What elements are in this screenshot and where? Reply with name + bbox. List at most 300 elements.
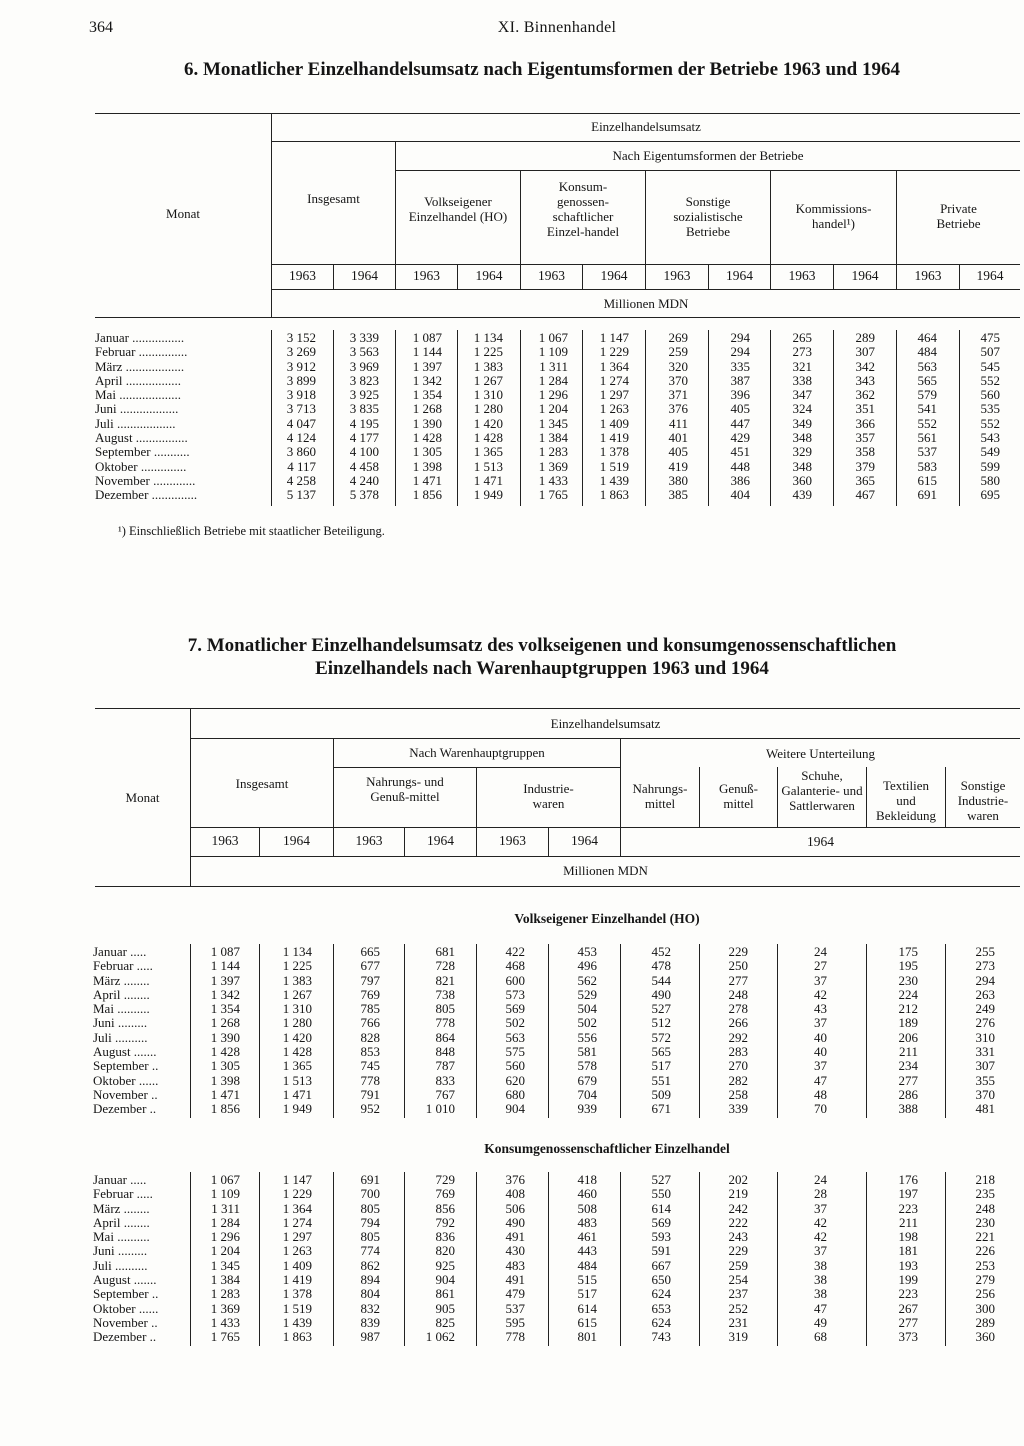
table-cell: 1 087 — [210, 944, 240, 959]
table-cell: 677 — [360, 958, 380, 974]
table-cell: 864 — [435, 1029, 455, 1045]
table-cell: 338 — [792, 372, 812, 388]
table-cell: 193 — [898, 1257, 918, 1273]
table-cell: 1 519 — [599, 458, 629, 474]
table-cell: 388 — [898, 1101, 918, 1117]
table-cell: 360 — [792, 472, 812, 488]
table-cell: 1 342 — [210, 986, 240, 1002]
table-cell: 552 — [980, 372, 1000, 388]
table-cell: 42 — [814, 986, 827, 1002]
t6-year: 1963 — [663, 268, 691, 283]
table-cell: 1 856 — [210, 1101, 240, 1117]
month-label: Juni ......... — [93, 1016, 148, 1031]
table-cell: 787 — [435, 1058, 455, 1074]
table-cell: 355 — [975, 1072, 995, 1088]
month-label: Mai .......... — [93, 1002, 150, 1017]
table-cell: 1 471 — [412, 472, 442, 488]
table-cell: 1 267 — [473, 372, 503, 388]
table-cell: 28 — [814, 1186, 827, 1202]
table6-title: 6. Monatlicher Einzelhandelsumsatz nach Eigentumsformen der Betriebe 1963 und 1964 — [183, 59, 901, 80]
table-cell: 254 — [728, 1272, 748, 1288]
table-cell: 537 — [505, 1300, 525, 1316]
table-cell: 1 863 — [599, 487, 629, 503]
data-column — [395, 1173, 455, 1345]
table-cell: 1 267 — [282, 986, 312, 1002]
table-cell: 515 — [577, 1272, 597, 1288]
table-cell: 804 — [360, 1286, 380, 1302]
t7-year: 1963 — [499, 833, 526, 848]
table-cell: 405 — [730, 401, 750, 417]
table-cell: 4 117 — [287, 458, 316, 474]
data-column — [935, 1173, 995, 1345]
table-cell: 1 949 — [282, 1101, 312, 1117]
table-cell: 331 — [975, 1044, 995, 1060]
data-column — [877, 331, 937, 503]
table-cell: 4 100 — [349, 444, 379, 460]
table-cell: 231 — [728, 1314, 748, 1330]
table-cell: 269 — [668, 330, 688, 345]
table-cell: 448 — [730, 458, 750, 474]
page-number: 364 — [89, 19, 113, 36]
table-cell: 461 — [577, 1229, 597, 1245]
month-label: Januar ................ — [95, 331, 185, 345]
table-cell: 580 — [980, 472, 1000, 488]
table-cell: 47 — [814, 1300, 827, 1316]
table-cell: 235 — [975, 1186, 995, 1202]
table-cell: 3 339 — [349, 330, 379, 345]
table-cell: 38 — [814, 1286, 827, 1302]
table-cell: 212 — [898, 1001, 918, 1017]
month-label: November ............. — [95, 473, 196, 488]
table-cell: 545 — [980, 358, 1000, 374]
table-cell: 1 856 — [412, 487, 442, 503]
table-cell: 408 — [505, 1186, 525, 1202]
table-cell: 253 — [975, 1257, 995, 1273]
table-cell: 483 — [505, 1257, 525, 1273]
table-cell: 544 — [651, 972, 671, 988]
t7-year: 1964 — [283, 833, 310, 848]
table-cell: 411 — [668, 415, 688, 431]
month-label: Oktober .............. — [95, 459, 187, 474]
table-cell: 347 — [792, 387, 812, 403]
table-cell: 277 — [728, 972, 748, 988]
table-cell: 1 263 — [599, 401, 629, 417]
table-cell: 1 229 — [282, 1186, 312, 1202]
table-cell: 218 — [975, 1172, 995, 1187]
table-cell: 294 — [730, 344, 750, 360]
table-cell: 1 311 — [211, 1200, 240, 1216]
table-cell: 1 383 — [473, 358, 503, 374]
t7-section-ho: Volkseigener Einzelhandel (HO) — [514, 911, 700, 926]
t6-year: 1963 — [914, 268, 942, 283]
table-cell: 1 010 — [425, 1101, 455, 1117]
table-cell: 1 863 — [282, 1329, 312, 1345]
table-cell: 1 109 — [210, 1186, 240, 1202]
t6-header-insgesamt: Insgesamt — [307, 191, 360, 206]
data-column — [935, 945, 995, 1117]
table-cell: 552 — [917, 415, 937, 431]
table-cell: 833 — [435, 1072, 455, 1088]
table-cell: 1 305 — [210, 1058, 240, 1074]
table-cell: 256 — [975, 1286, 995, 1302]
table-cell: 1 087 — [412, 330, 442, 345]
table-cell: 451 — [730, 444, 750, 460]
table-cell: 3 912 — [286, 358, 316, 374]
table-cell: 237 — [728, 1286, 748, 1302]
t7-header-nahrungsmittel: Nahrungs-mittel — [632, 781, 688, 811]
table-cell: 836 — [435, 1229, 455, 1245]
t6-header-volkseigen: Volkseigener Einzelhandel (HO) — [408, 194, 508, 224]
table-cell: 1 296 — [538, 387, 568, 403]
table-cell: 460 — [577, 1186, 597, 1202]
t6-year: 1964 — [600, 268, 628, 283]
data-column — [465, 1173, 525, 1345]
table-cell: 848 — [435, 1044, 455, 1060]
table-cell: 175 — [898, 944, 918, 959]
month-label: März ........ — [93, 1201, 150, 1216]
table-cell: 517 — [577, 1286, 597, 1302]
month-label: September ........... — [95, 445, 190, 460]
data-column — [690, 331, 750, 503]
table-cell: 234 — [898, 1058, 918, 1074]
t6-header-konsum: Konsum-genossen-schaftlicher Einzel-handel — [546, 179, 620, 239]
table-cell: 535 — [980, 401, 1000, 417]
table-cell: 349 — [792, 415, 812, 431]
table-cell: 4 195 — [349, 415, 379, 431]
table-cell: 509 — [651, 1086, 671, 1102]
table-cell: 861 — [435, 1286, 455, 1302]
table-cell: 1 428 — [282, 1044, 312, 1060]
table-cell: 679 — [577, 1072, 597, 1088]
table-cell: 300 — [975, 1300, 995, 1316]
table-cell: 292 — [728, 1029, 748, 1045]
t7-header-genussmittel: Genuß-mittel — [719, 781, 758, 811]
table-cell: 490 — [651, 986, 671, 1002]
t7-header-weitere: Weitere Unterteilung — [765, 746, 876, 761]
table-cell: 778 — [505, 1329, 525, 1345]
table-cell: 453 — [577, 944, 597, 959]
table-cell: 560 — [980, 387, 1000, 403]
table-cell: 478 — [651, 958, 671, 974]
t7-header-textilien: Textilien und Bekleidung — [876, 778, 936, 823]
running-head: XI. Binnenhandel — [497, 19, 617, 36]
month-label: Juni ......... — [93, 1244, 148, 1259]
table-cell: 223 — [898, 1200, 918, 1216]
month-label: Februar ..... — [93, 1187, 153, 1202]
table-cell: 774 — [360, 1243, 380, 1259]
table-cell: 1 513 — [473, 458, 503, 474]
table-cell: 320 — [668, 358, 688, 374]
table-cell: 335 — [730, 358, 750, 374]
table-cell: 704 — [577, 1086, 597, 1102]
month-label: November .. — [93, 1315, 158, 1330]
table-cell: 904 — [505, 1101, 525, 1117]
table-cell: 552 — [980, 415, 1000, 431]
table-cell: 43 — [814, 1001, 827, 1017]
table-cell: 614 — [651, 1200, 671, 1216]
table-cell: 24 — [814, 1172, 827, 1187]
table-cell: 595 — [505, 1314, 525, 1330]
data-column — [180, 1173, 240, 1345]
table-cell: 351 — [855, 401, 875, 417]
table-cell: 591 — [651, 1243, 671, 1259]
table-cell: 5 378 — [349, 487, 379, 503]
table-cell: 738 — [435, 986, 455, 1002]
t6-footnote: ¹) Einschließlich Betriebe mit staatlicher Beteiligung. — [118, 524, 385, 538]
table-cell: 265 — [792, 330, 812, 345]
table-cell: 286 — [898, 1086, 918, 1102]
table-cell: 68 — [814, 1329, 827, 1345]
data-column — [443, 331, 503, 503]
data-column — [767, 1173, 827, 1345]
table-cell: 1 384 — [538, 430, 568, 446]
table-cell: 211 — [898, 1044, 918, 1060]
table-cell: 537 — [917, 444, 937, 460]
table-cell: 952 — [360, 1101, 380, 1117]
table-cell: 4 258 — [286, 472, 316, 488]
table-cell: 404 — [730, 487, 750, 503]
table-cell: 615 — [917, 472, 937, 488]
t6-year: 1963 — [413, 268, 440, 283]
table-cell: 1 134 — [473, 330, 503, 345]
t6-header-private: Private Betriebe — [936, 201, 981, 231]
table-cell: 273 — [792, 344, 812, 360]
table-cell: 1 397 — [412, 358, 442, 374]
table-cell: 695 — [980, 487, 1000, 503]
t6-header-umsatz: Einzelhandelsumsatz — [591, 119, 701, 134]
table-cell: 1 229 — [599, 344, 629, 360]
table-cell: 1 263 — [282, 1243, 312, 1259]
table-cell: 376 — [668, 401, 688, 417]
t6-year: 1964 — [351, 268, 378, 283]
table-cell: 805 — [435, 1001, 455, 1017]
table-cell: 614 — [577, 1300, 597, 1316]
table-cell: 380 — [668, 472, 688, 488]
table-cell: 49 — [814, 1314, 827, 1330]
table-cell: 665 — [360, 944, 380, 959]
table-cell: 1 369 — [538, 458, 568, 474]
table-cell: 563 — [505, 1029, 525, 1045]
table-cell: 1 397 — [210, 972, 240, 988]
month-label: Dezember .............. — [95, 488, 198, 503]
table-cell: 504 — [577, 1001, 597, 1017]
data-column — [815, 331, 875, 503]
t7-header-umsatz: Einzelhandelsumsatz — [550, 716, 661, 731]
table-cell: 1 390 — [412, 415, 442, 431]
table-cell: 556 — [577, 1029, 597, 1045]
table-cell: 1 297 — [599, 387, 629, 403]
data-column — [569, 331, 629, 503]
table-cell: 339 — [728, 1101, 748, 1117]
table-cell: 561 — [917, 430, 937, 446]
t6-year: 1963 — [538, 268, 565, 283]
month-label: April ........ — [93, 987, 150, 1002]
table-cell: 1 134 — [282, 944, 312, 959]
table-cell: 248 — [728, 986, 748, 1002]
table-cell: 1 310 — [473, 387, 503, 403]
table-cell: 422 — [505, 944, 525, 959]
table-cell: 468 — [505, 958, 525, 974]
table-cell: 276 — [975, 1015, 995, 1031]
table-cell: 310 — [975, 1029, 995, 1045]
table-cell: 1 268 — [412, 401, 442, 417]
table-cell: 1 296 — [210, 1229, 240, 1245]
table-cell: 319 — [728, 1329, 748, 1345]
table-cell: 1 067 — [538, 330, 568, 345]
month-label: August ....... — [93, 1273, 157, 1288]
table-cell: 484 — [577, 1257, 597, 1273]
table-cell: 250 — [728, 958, 748, 974]
table-cell: 1 354 — [412, 387, 442, 403]
table7-title-line2: Einzelhandels nach Warenhauptgruppen 1963 und 1964 — [315, 658, 769, 679]
table-cell: 1 345 — [538, 415, 568, 431]
table-cell: 700 — [360, 1186, 380, 1202]
t7-header-insgesamt: Insgesamt — [235, 776, 289, 791]
table-cell: 1 513 — [282, 1072, 312, 1088]
table-cell: 211 — [898, 1214, 918, 1230]
table-cell: 560 — [505, 1058, 525, 1074]
data-column — [537, 945, 597, 1117]
table-cell: 362 — [855, 387, 875, 403]
table-cell: 1 378 — [282, 1286, 312, 1302]
table-cell: 263 — [975, 986, 995, 1002]
table-cell: 856 — [435, 1200, 455, 1216]
table-cell: 1 419 — [599, 430, 629, 446]
table-cell: 1 274 — [599, 372, 629, 388]
table-cell: 278 — [728, 1001, 748, 1017]
table-cell: 229 — [728, 1243, 748, 1259]
table-cell: 1 420 — [282, 1029, 312, 1045]
table-cell: 1 365 — [473, 444, 503, 460]
table-cell: 650 — [651, 1272, 671, 1288]
table-cell: 569 — [505, 1001, 525, 1017]
t6-year: 1963 — [788, 268, 816, 283]
table-cell: 828 — [360, 1029, 380, 1045]
table-cell: 4 177 — [349, 430, 379, 446]
table-cell: 418 — [577, 1172, 597, 1187]
table-cell: 307 — [975, 1058, 995, 1074]
data-column — [628, 331, 688, 503]
table-cell: 939 — [577, 1101, 597, 1117]
table-cell: 484 — [917, 344, 937, 360]
table-cell: 429 — [730, 430, 750, 446]
table-cell: 549 — [980, 444, 1000, 460]
table-cell: 745 — [360, 1058, 380, 1074]
table-cell: 481 — [975, 1101, 995, 1117]
data-column — [395, 945, 455, 1117]
table-cell: 794 — [360, 1214, 380, 1230]
table-cell: 624 — [651, 1314, 671, 1330]
table-cell: 491 — [505, 1272, 525, 1288]
table-cell: 273 — [975, 958, 995, 974]
data-column — [256, 331, 316, 503]
month-label: August ................ — [95, 431, 188, 446]
table-cell: 230 — [975, 1214, 995, 1230]
table-cell: 371 — [668, 387, 688, 403]
table-cell: 4 240 — [349, 472, 379, 488]
table-cell: 324 — [792, 401, 812, 417]
table-cell: 681 — [435, 944, 455, 959]
table-cell: 1 384 — [210, 1272, 240, 1288]
table-cell: 573 — [505, 986, 525, 1002]
table-cell: 791 — [360, 1086, 380, 1102]
table-cell: 376 — [505, 1172, 525, 1187]
month-label: Juni .................. — [95, 402, 179, 417]
table-cell: 1 949 — [473, 487, 503, 503]
month-label: März .................. — [95, 359, 185, 374]
data-column — [382, 331, 442, 503]
month-label: Mai ................... — [95, 388, 181, 403]
data-column — [180, 945, 240, 1117]
table-cell: 1 297 — [282, 1229, 312, 1245]
table-cell: 691 — [360, 1172, 380, 1187]
t7-header-nahrung-genuss: Nahrungs- und Genuß-mittel — [366, 774, 444, 804]
table-cell: 294 — [975, 972, 995, 988]
data-column — [320, 1173, 380, 1345]
table-cell: 3 918 — [286, 387, 316, 403]
table-cell: 491 — [505, 1229, 525, 1245]
table-cell: 527 — [651, 1001, 671, 1017]
month-label: Februar ..... — [93, 959, 153, 974]
table-cell: 792 — [435, 1214, 455, 1230]
table-cell: 987 — [360, 1329, 380, 1345]
table-cell: 1 284 — [538, 372, 568, 388]
table-cell: 248 — [975, 1200, 995, 1216]
table-cell: 259 — [728, 1257, 748, 1273]
table-cell: 3 152 — [286, 330, 316, 345]
t7-year: 1963 — [355, 833, 383, 848]
table-cell: 1 204 — [538, 401, 568, 417]
month-label: März ........ — [93, 973, 150, 988]
table-cell: 1 144 — [412, 344, 442, 360]
data-column — [752, 331, 812, 503]
table-cell: 1 364 — [599, 358, 629, 374]
table-cell: 464 — [917, 330, 937, 345]
table-cell: 230 — [898, 972, 918, 988]
t6-header-monat: Monat — [166, 206, 200, 221]
table-cell: 565 — [917, 372, 937, 388]
table-cell: 820 — [435, 1243, 455, 1259]
t7-month-labels-ho — [93, 945, 185, 1117]
t6-header-eigentum: Nach Eigentumsformen der Betriebe — [612, 148, 804, 163]
t7-unit: Millionen MDN — [563, 863, 648, 878]
table-cell: 370 — [975, 1086, 995, 1102]
table-cell: 47 — [814, 1072, 827, 1088]
data-column — [252, 945, 312, 1117]
table-cell: 1 765 — [210, 1329, 240, 1345]
t6-year: 1963 — [289, 268, 316, 283]
table-cell: 40 — [814, 1029, 827, 1045]
table-cell: 1 428 — [210, 1044, 240, 1060]
data-column — [537, 1173, 597, 1345]
table-cell: 37 — [814, 1200, 827, 1216]
data-column — [252, 1173, 312, 1345]
table-cell: 199 — [898, 1272, 918, 1288]
table-cell: 475 — [980, 330, 1000, 345]
table-cell: 1 062 — [425, 1329, 455, 1345]
table-cell: 226 — [975, 1243, 995, 1259]
month-label: Dezember .. — [93, 1330, 157, 1345]
table-cell: 38 — [814, 1272, 827, 1288]
table-cell: 507 — [980, 344, 1000, 360]
table-cell: 181 — [898, 1243, 918, 1259]
table-cell: 671 — [651, 1101, 671, 1117]
table-cell: 821 — [435, 972, 455, 988]
table-cell: 1 067 — [210, 1172, 240, 1187]
table-cell: 729 — [435, 1172, 455, 1187]
table-cell: 691 — [917, 487, 937, 503]
t7-header-warengruppen: Nach Warenhauptgruppen — [409, 745, 545, 760]
